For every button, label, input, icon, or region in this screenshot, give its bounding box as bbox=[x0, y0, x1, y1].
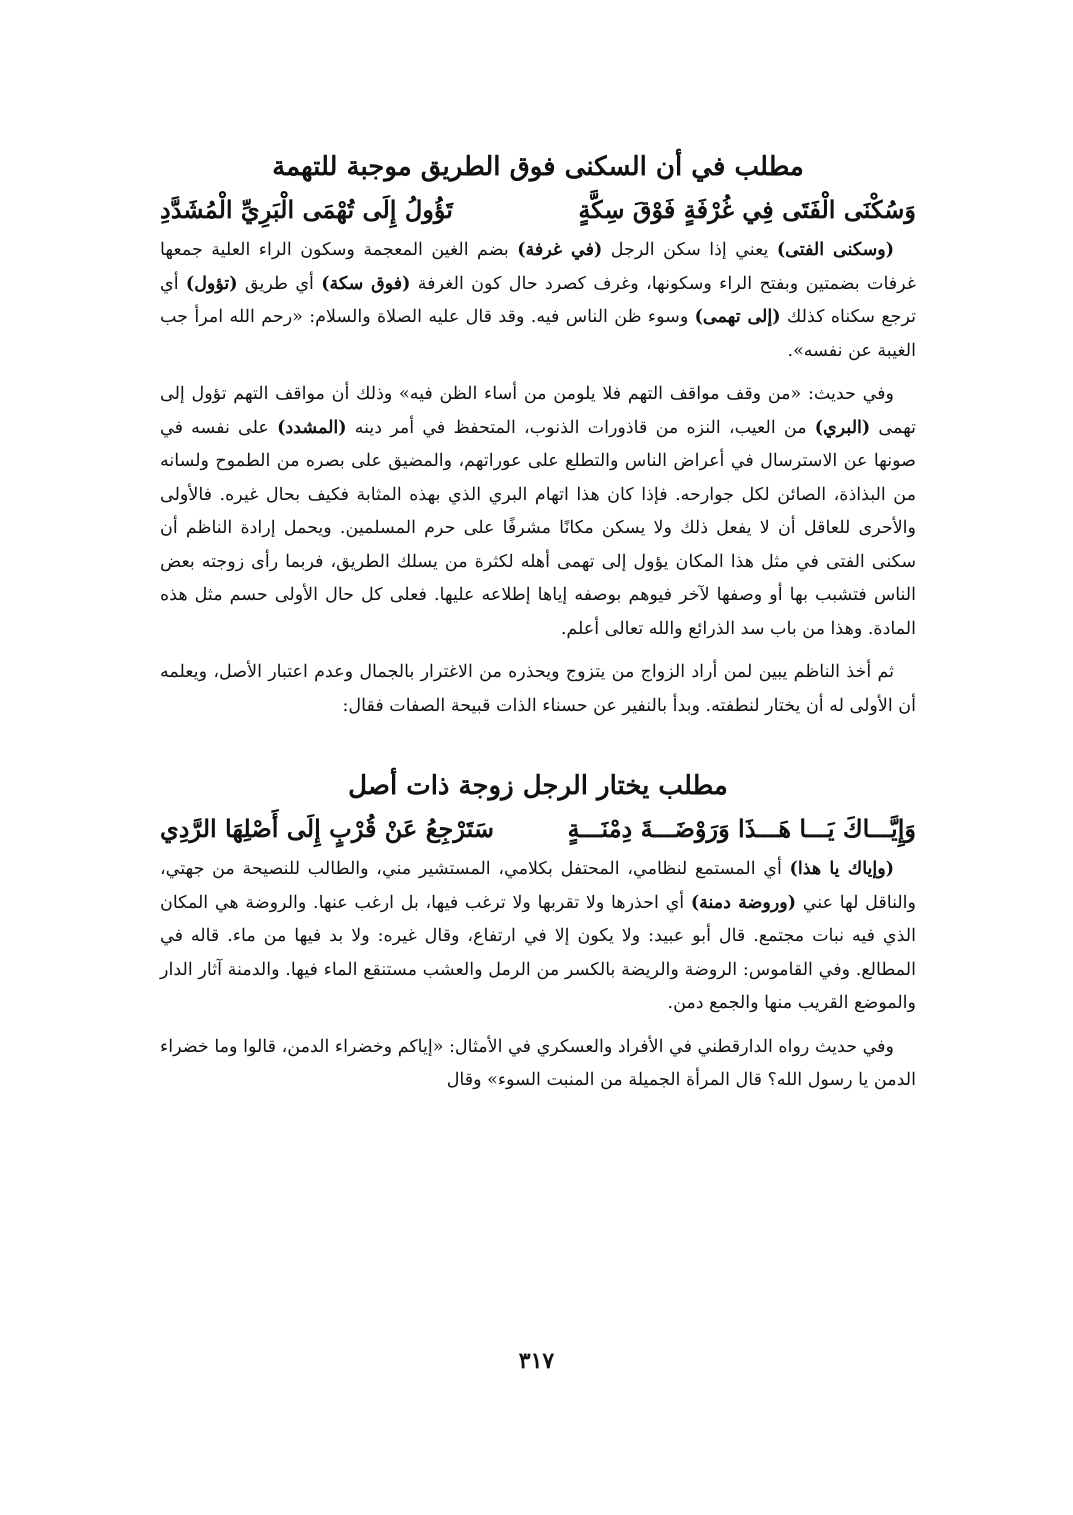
quoted-term: (المشدد) bbox=[277, 417, 347, 438]
commentary-paragraph-2: وفي حديث: «من وقف مواقف التهم فلا يلومن من أساء الظن فيه» وذلك أن مواقف التهم تؤول إلى تهمى (البري) من العيب، النزه من قاذورات الذنوب، المتحفظ في أمر دينه (المشدد) على نفسه في صونها عن الاسترسال في أعراض الناس والتطلع على عوراتهم، والمضيق على بصره من الطموح ولسانه من البذاذة، الصائن لكل جوارحه. فإذا كان هذا اتهام البري الذي بهذه المثابة فكيف بحال غيره. فالأولى والأحرى للعاقل أن لا يفعل ذلك ولا يسكن مكانًا مشرفًا على حرم المسلمين. ويحمل إرادة الناظم أن سكنى الفتى في مثل هذا المكان يؤول إلى تهمى أهله لكثرة من يسلك الطريق، فربما رأى زوجته بعض الناس فتشبب بها أو وصفها لآخر فيوهم بوصفه إياها إطلاعه عليها. فعلى كل حال الأولى حسم مثل هذه المادة. وهذا من باب سد الذرائع والله تعالى أعلم. bbox=[160, 384, 917, 639]
commentary-paragraph-1: (وسكنى الفتى) يعني إذا سكن الرجل (في غرفة) بضم الغين المعجمة وسكون الراء العلية جمعها غرفات بضمتين وبفتح الراء وسكونها، وغرف كصرد حال كون الغرفة (فوق سكة) أي طريق (تؤول) أي ترجع سكناه كذلك (إلى تهمى) وسوء ظن الناس فيه. وقد قال عليه الصلاة والسلام: «رحم الله امرأ جب الغيبة عن نفسه». bbox=[160, 240, 916, 361]
commentary-paragraph-5: وفي حديث رواه الدارقطني في الأفراد والعسكري في الأمثال: «إياكم وخضراء الدمن، قالوا وما خضراء الدمن يا رسول الله؟ قال المرأة الجميلة من المنبت السوء» وقال bbox=[160, 1036, 916, 1090]
quoted-term: (وسكنى الفتى) bbox=[776, 240, 894, 260]
quoted-term: (وإياك يا هذا) bbox=[789, 859, 894, 879]
commentary-paragraph-4: (وإياك يا هذا) أي المستمع لنظامي، المحتفل بكلامي، المستشير مني، والطالب للنصيحة من جهتي، والناقل لها عني (وروضة دمنة) أي احذرها ولا تقربها ولا ترغب فيها، بل ارغب عنها. والروضة هي المكان الذي فيه نبات مجتمع. قال أبو عبيد: ولا يكون إلا في ارتفاع، وقال غيره: ولا بد فيها من ماء. قاله في المطالع. وفي القاموس: الروضة والريضة بالكسر من الرمل والعشب مستنقع الماء فيها. والدمنة آثار الدار والموضع القريب منها والجمع دمن. bbox=[160, 859, 916, 1013]
section-title-suspicion: مطلب في أن السكنى فوق الطريق موجبة للتهمة bbox=[272, 152, 804, 182]
quoted-term: (إلى تهمى) bbox=[694, 307, 781, 327]
verse-2 bbox=[160, 809, 916, 849]
commentary-paragraph-3: ثم أخذ الناظم يبين لمن أراد الزواج من يتزوج ويحذره من الاغترار بالجمال وعدم اعتبار الأصل، ويعلمه أن الأولى له أن يختار لنطفته. وبدأ بالنفير عن حسناء الذات قبيحة الصفات فقال: bbox=[160, 662, 916, 716]
quoted-term: (فوق سكة) bbox=[321, 273, 411, 294]
section-spacer bbox=[160, 733, 916, 769]
verse-1-second-hemistich: تَؤُولُ إِلَى تُهْمَى الْبَرِيِّ الْمُشَدَّدِ bbox=[160, 195, 453, 224]
section-title-wife-origin: مطلب يختار الرجل زوجة ذات أصل bbox=[348, 771, 728, 801]
page-number: ٣١٧ bbox=[518, 1348, 555, 1374]
quoted-term: (البري) bbox=[814, 417, 871, 438]
verse-2-first-hemistich: وَإِيَّـــاكَ يَـــا هَـــذَا وَرَوْضَـــةَ دِمْنَـــةٍ bbox=[567, 814, 916, 843]
verse-1-first-hemistich: وَسُكْنَى الْفَتَى فِي غُرْفَةٍ فَوْقَ سِكَّةٍ bbox=[578, 195, 916, 224]
verse-1 bbox=[160, 190, 916, 230]
quoted-term: (وروضة دمنة) bbox=[690, 892, 797, 913]
quoted-term: (في غرفة) bbox=[517, 240, 603, 260]
verse-2-second-hemistich: سَتَرْجِعُ عَنْ قُرْبٍ إِلَى أَصْلِهَا الرَّدِي bbox=[160, 814, 494, 843]
page-body bbox=[160, 150, 916, 1108]
quoted-term: (تؤول) bbox=[185, 273, 238, 294]
